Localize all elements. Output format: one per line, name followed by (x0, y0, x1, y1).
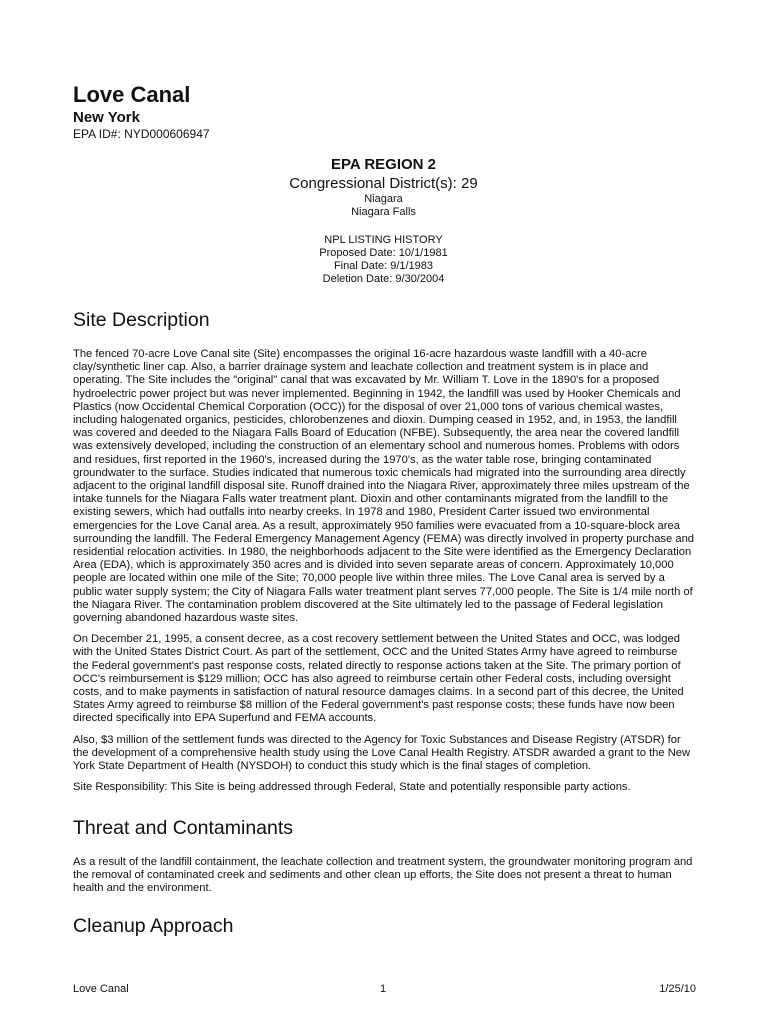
settlement-paragraph: On December 21, 1995, a consent decree, as a cost recovery settlement between the United States and OCC, was lodged with the United States District Court. As part of the settlement, OCC and the United States Army have agreed to reimburse the Federal government's past response costs, related directly to response actions taken at the Site. The primary portion of OCC's reimbursement is $129 million; OCC has also agreed to reimburse certain other Federal costs, including oversight costs, and to make payments in satisfaction of natural resource damages claims. In a second part of this decree, the United States Army agreed to reimburse $8 million of the Federal government's past response costs; these funds have now been directed specifically into EPA Superfund and FEMA accounts. (73, 633, 684, 725)
site-description-paragraph: The fenced 70-acre Love Canal site (Site) encompasses the original 16-acre hazardous waste landfill with a 40-acre clay/synthetic liner cap. Also, a barrier drainage system and leachate collection and treatment system is in place and operating. The Site includes the "original" canal that was excavated by Mr. William T. Love in the 1890's for a proposed hydroelectric power project but was never implemented. Beginning in 1942, the landfill was used by Hooker Chemicals and Plastics (now Occidental Chemical Corporation (OCC)) for the disposal of over 21,000 tons of various chemical wastes, including halogenated organics, pesticides, chlorobenzenes and dioxin. Dumping ceased in 1952, and, in 1953, the landfill was covered and deeded to the Niagara Falls Board of Education (NFBE). Subsequently, the area near the covered landfill was extensively developed, including the construction of an elementary school and numerous homes. Problems with odors and residues, first reported in the 1960's, increased during the 1970's, as the water table rose, bringing contaminated groundwater to the surface. Studies indicated that numerous toxic chemicals had migrated into the surrounding area directly adjacent to the original landfill disposal site. Runoff drained into the Niagara River, approximately three miles upstream of the intake tunnels for the Niagara Falls water treatment plant. Dioxin and other contaminants migrated from the landfill to the existing sewers, which had outfalls into nearby creeks. In 1978 and 1980, President Carter issued two environmental emergencies for the Love Canal area. As a result, approximately 950 families were evacuated from a 10-square-block area surrounding the landfill. The Federal Emergency Management Agency (FEMA) was directly involved in property purchase and residential relocation activities. In 1980, the neighborhoods adjacent to the Site were identified as the Emergency Declaration Area (EDA), which is approximately 350 acres and is divided into seven separate areas of concern. Approximately 10,000 people are located within one mile of the Site; 70,000 people live within three miles. The Love Canal area is served by a public water supply system; the City of Niagara Falls water treatment plant serves 77,000 people. The Site is 1/4 mile north of the Niagara River. The contamination problem discovered at the Site ultimately led to the passage of Federal legislation governing abandoned hazardous waste sites. (73, 348, 695, 625)
region-block (73, 156, 694, 286)
final-date: Final Date: 9/1/1983 (333, 260, 434, 272)
epa-id: EPA ID#: NYD000606947 (73, 127, 210, 141)
npl-listing-history (73, 234, 694, 286)
npl-heading: NPL LISTING HISTORY (324, 234, 443, 246)
threat-heading: Threat and Contaminants (73, 816, 294, 839)
congressional-district: Congressional District(s): 29 (289, 175, 478, 192)
site-state: New York (73, 109, 140, 126)
footer-site-name: Love Canal (73, 983, 129, 995)
document-page (73, 82, 694, 938)
deletion-date: Deletion Date: 9/30/2004 (322, 273, 445, 285)
footer-date: 1/25/10 (659, 983, 696, 995)
county: Niagara (364, 193, 403, 205)
threat-paragraph: As a result of the landfill containment, the leachate collection and treatment system, the groundwater monitoring program and the removal of contaminated creek and sediments and other clean up efforts, the Site does not present a threat to human health and the environment. (73, 855, 693, 894)
page-number: 1 (380, 983, 387, 995)
epa-region: EPA REGION 2 (330, 156, 437, 173)
proposed-date: Proposed Date: 10/1/1981 (319, 247, 448, 259)
site-title: Love Canal (73, 82, 191, 107)
site-responsibility-paragraph: Site Responsibility: This Site is being addressed through Federal, State and potentially responsible party actions. (73, 781, 631, 794)
site-description-heading: Site Description (73, 309, 210, 331)
health-study-paragraph: Also, $3 million of the settlement funds was directed to the Agency for Toxic Substances and Disease Registry (ATSDR) for the development of a comprehensive health study using the Love Canal Health Registry. ATSDR awarded a grant to the New York State Department of Health (NYSDOH) to conduct this study which is the final stages of completion. (73, 733, 691, 773)
cleanup-heading: Cleanup Approach (73, 915, 234, 938)
city: Niagara Falls (351, 206, 416, 218)
